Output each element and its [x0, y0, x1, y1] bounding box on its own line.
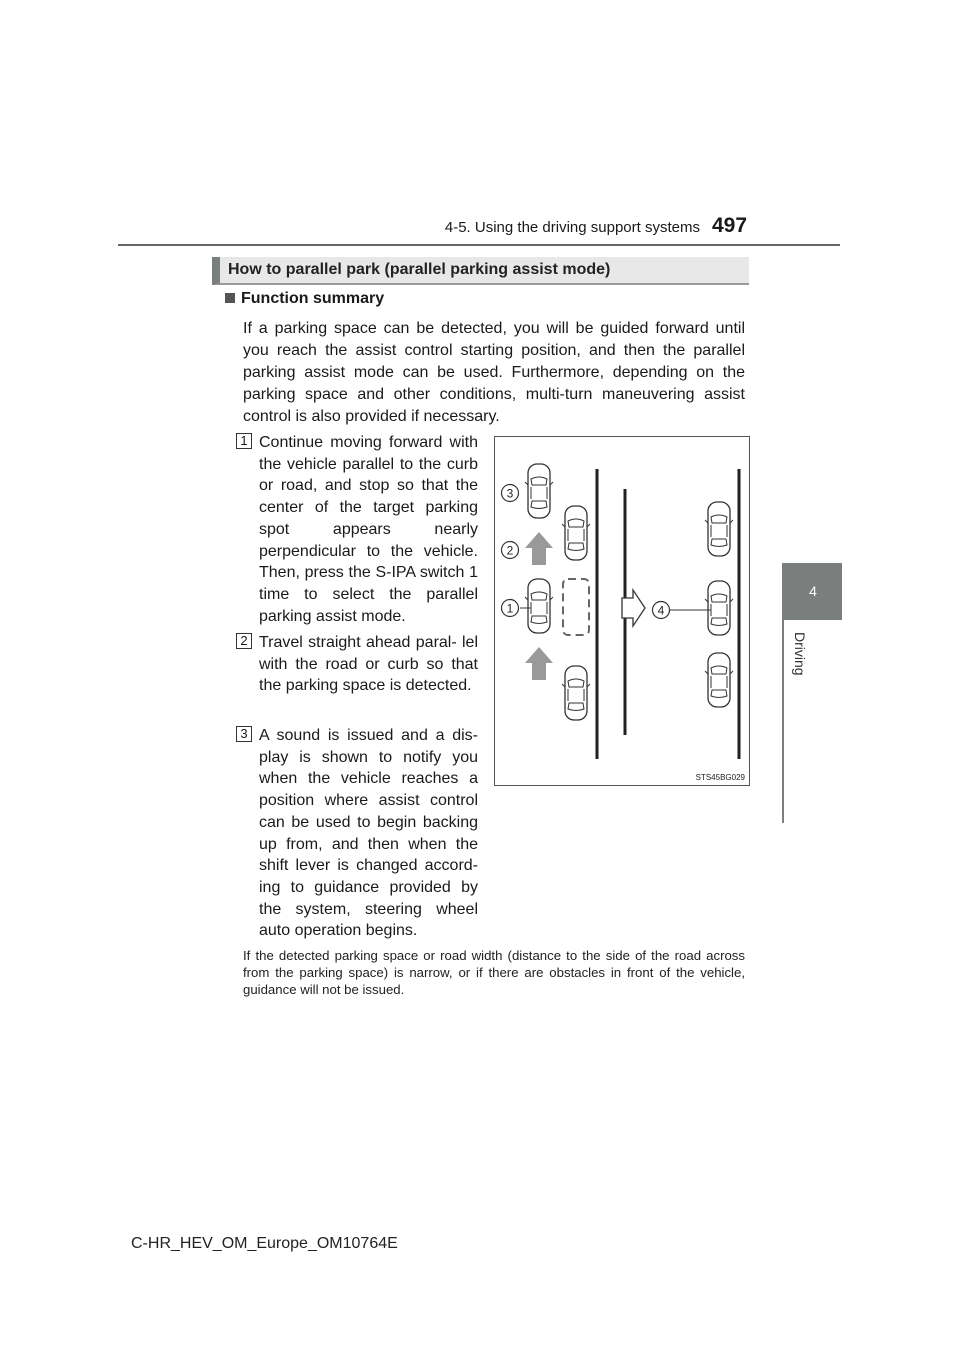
page-number: 497	[712, 214, 748, 237]
vehicle-position-4	[705, 581, 733, 635]
svg-text:3: 3	[506, 486, 514, 501]
subsection-title: Function summary	[241, 290, 385, 307]
step-3-text: A sound is issued and a dis- play is shown to notify you when the vehicle reaches a position where assist control can be used to begin backing up from, and then when the shift lever is changed accord- ing to guidance provided by the system, steering wheel auto operation begins.	[259, 727, 478, 940]
step-3-number: 3	[236, 726, 252, 742]
target-parking-space	[563, 579, 589, 635]
document-code: C-HR_HEV_OM_Europe_OM10764E	[131, 1235, 398, 1252]
svg-text:2: 2	[506, 543, 514, 558]
subsection-body: If a parking space can be detected, you will be guided forward until you reach the assist control starting position, and then the parallel parking assist mode can be used. Furthermore, depending on the parking space and other conditions, multi-turn maneuvering assist control is also provided if necessary.	[243, 320, 745, 425]
parked-car	[562, 506, 590, 560]
svg-text:1: 1	[506, 601, 514, 616]
up-arrow-icon	[525, 532, 553, 565]
parked-car	[562, 666, 590, 720]
chapter-label	[784, 620, 842, 820]
section-title: How to parallel park (parallel parking assist mode)	[228, 261, 611, 278]
square-bullet-icon	[225, 293, 235, 303]
vehicle-position-3	[525, 464, 553, 518]
vehicle-position-1	[525, 579, 553, 633]
note-text: If the detected parking space or road width (distance to the side of the road across from the parking space) is narrow, or if there are obstacles in front of the vehicle, guidance will not be issued.	[243, 948, 745, 997]
chapter-name: Driving	[792, 632, 808, 676]
parked-car	[705, 502, 733, 556]
header-divider	[118, 244, 840, 246]
svg-text:4: 4	[657, 603, 665, 618]
header-section-title: 4-5. Using the driving support systems	[444, 219, 700, 236]
step-1-number: 1	[236, 433, 252, 449]
section-title-bar	[212, 257, 749, 285]
step-2-text: Travel straight ahead paral- lel with the road or curb so that the parking space is detected.	[259, 634, 478, 695]
figure-code: STS45BG029	[695, 773, 745, 782]
chapter-number-tab: 4	[784, 563, 842, 620]
up-arrow-icon	[525, 647, 553, 680]
subsection-heading	[225, 290, 384, 308]
step-2-number: 2	[236, 633, 252, 649]
parking-diagram-svg	[495, 437, 749, 785]
parking-diagram	[494, 436, 750, 786]
parked-car	[705, 653, 733, 707]
step-1-text: Continue moving forward with the vehicle parallel to the curb or road, and stop so that the center of the target parking spot appears nearly perpendicular to the vehicle. Then, press the S-IPA switch 1 time to select the parallel parking assist mode.	[259, 434, 478, 625]
